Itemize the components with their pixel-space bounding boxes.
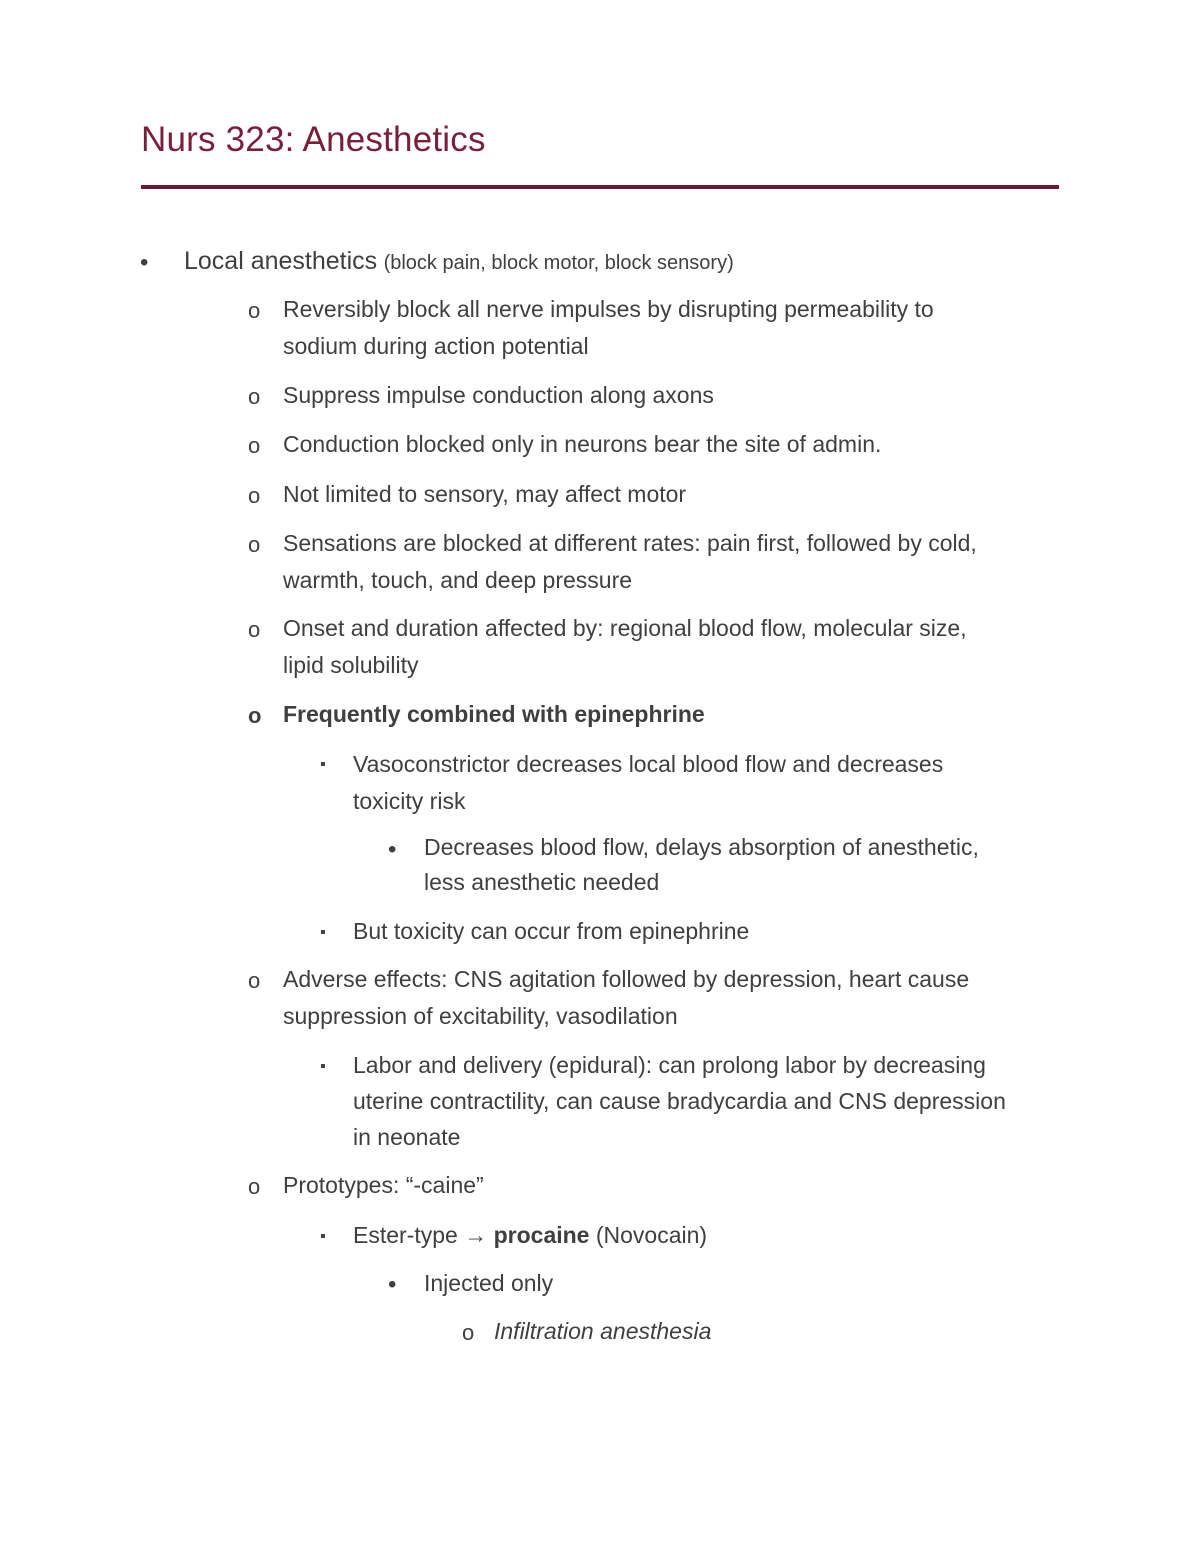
brand-name: (Novocain) — [595, 1222, 708, 1248]
bullet-circle-icon: o — [248, 384, 261, 409]
item-line: warmth, touch, and deep pressure — [283, 567, 633, 593]
item-line: sodium during action potential — [283, 333, 589, 359]
item-line: Vasoconstrictor decreases local blood flow and decreases — [353, 751, 944, 777]
item-label: Local anesthetics — [184, 247, 378, 275]
item-line: Suppress impulse conduction along axons — [283, 382, 714, 408]
page-title: Nurs 323: Anesthetics — [141, 120, 486, 159]
list-item — [353, 913, 1053, 950]
bullet-disc-icon: • — [388, 1271, 397, 1298]
title-rule — [141, 185, 1059, 189]
list-item — [283, 1167, 1083, 1204]
item-line: toxicity risk — [353, 788, 466, 814]
item-text: Ester-type — [353, 1222, 458, 1248]
list-item — [283, 476, 1083, 513]
bullet-circle-icon: o — [248, 703, 262, 728]
item-line: Labor and delivery (epidural): can prolong labor by decreasing — [353, 1052, 986, 1078]
drug-name: procaine — [493, 1222, 590, 1248]
list-item — [283, 610, 1083, 684]
list-item — [353, 1047, 1073, 1155]
item-note: (block pain, block motor, block sensory) — [383, 252, 734, 274]
item-line: uterine contractility, can cause bradycardia and CNS depression — [353, 1088, 1006, 1114]
item-line: Sensations are blocked at different rates: pain first, followed by cold, — [283, 530, 977, 556]
bullet-circle-icon: o — [248, 298, 261, 323]
item-line: Prototypes: “-caine” — [283, 1172, 484, 1198]
list-item — [283, 426, 1083, 463]
bullet-circle-icon: o — [248, 532, 261, 557]
bullet-circle-icon: o — [248, 483, 261, 508]
bullet-square-icon: ▪ — [320, 1058, 326, 1075]
item-line: But toxicity can occur from epinephrine — [353, 918, 750, 944]
list-item — [283, 961, 1083, 1035]
list-item — [424, 1265, 1064, 1302]
bullet-square-icon: ▪ — [320, 924, 326, 941]
bullet-square-icon: ▪ — [320, 1228, 326, 1245]
item-line: Conduction blocked only in neurons bear the site of admin. — [283, 431, 882, 457]
list-item — [353, 746, 1053, 820]
bullet-circle-icon: o — [248, 617, 261, 642]
bullet-circle-icon: o — [248, 433, 261, 458]
bullet-circle-icon: o — [462, 1320, 475, 1345]
item-line: Frequently combined with epinephrine — [283, 701, 705, 727]
item-line: lipid solubility — [283, 652, 419, 678]
bullet-circle-icon: o — [248, 1174, 261, 1199]
bullet-disc-icon: • — [140, 249, 149, 276]
item-line: Injected only — [424, 1270, 554, 1296]
arrow-right-icon: → — [464, 1222, 488, 1248]
item-line: Decreases blood flow, delays absorption of anesthetic, — [424, 834, 979, 860]
list-item — [283, 377, 1083, 414]
bullet-disc-icon: • — [388, 836, 397, 863]
item-line: Infiltration anesthesia — [494, 1318, 712, 1344]
list-item — [283, 291, 1083, 365]
item-line: suppression of excitability, vasodilation — [283, 1003, 678, 1029]
list-item-local-anesthetics — [184, 243, 984, 282]
list-item-epinephrine — [283, 696, 1083, 733]
item-line: in neonate — [353, 1124, 461, 1150]
item-line: Onset and duration affected by: regional blood flow, molecular size, — [283, 615, 967, 641]
list-item-procaine — [353, 1217, 1053, 1254]
bullet-square-icon: ▪ — [320, 756, 326, 773]
list-item — [283, 525, 1083, 599]
item-line: Adverse effects: CNS agitation followed by depression, heart cause — [283, 966, 970, 992]
item-line: less anesthetic needed — [424, 869, 660, 895]
bullet-circle-icon: o — [248, 968, 261, 993]
list-item-infiltration — [494, 1313, 1094, 1350]
list-item — [424, 830, 1064, 900]
item-line: Not limited to sensory, may affect motor — [283, 481, 687, 507]
item-line: Reversibly block all nerve impulses by disrupting permeability to — [283, 296, 934, 322]
